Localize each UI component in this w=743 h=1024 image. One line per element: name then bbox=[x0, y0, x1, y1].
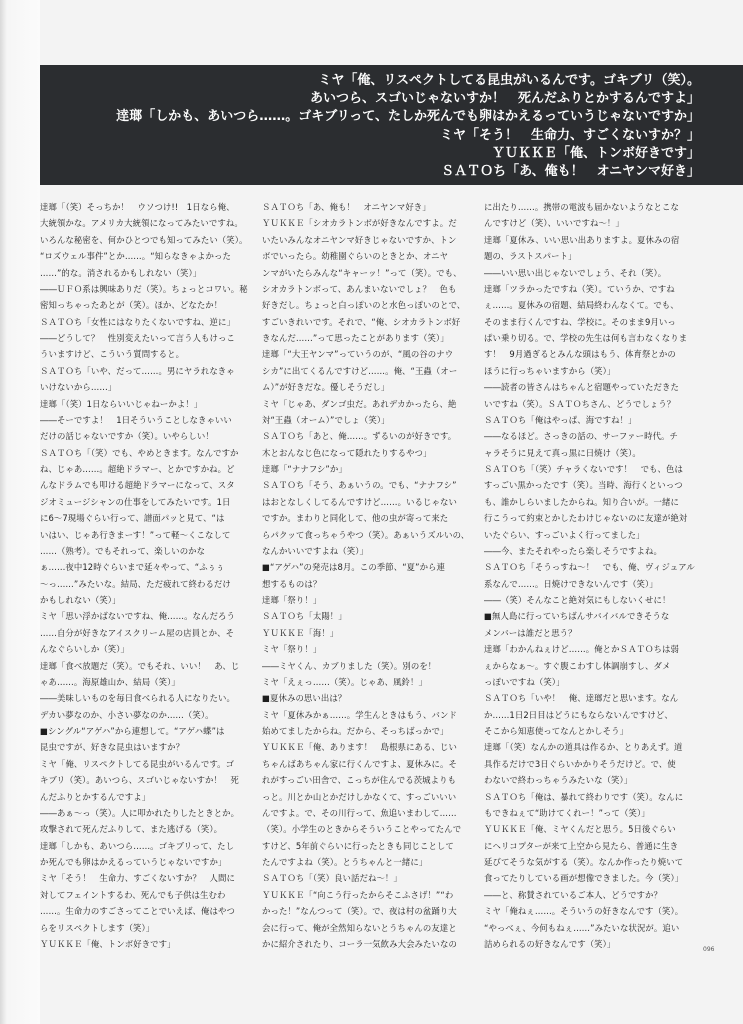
text-line: ミヤ「思い浮かばないですね、俺……。なんだろう bbox=[40, 611, 235, 622]
text-line: 具作るだけで3日ぐらいかかりそうだけど。で、使 bbox=[484, 758, 676, 769]
text-line: らパクッて食っちゃうやつ（笑）。あぁいうズルいの、 bbox=[262, 529, 470, 540]
text-line: ……自分が好きなアイスクリーム屋の店員とか、そ bbox=[40, 627, 235, 638]
column-3 bbox=[484, 199, 695, 952]
page-number: 096 bbox=[703, 946, 715, 953]
text-line: ……”的な。消されるかもしれない（笑）」 bbox=[40, 267, 202, 278]
text-line: かもしれない（笑）」 bbox=[40, 595, 121, 605]
text-line: す！ 9月過ぎるとみんな頭はもう、体育祭とかの bbox=[484, 349, 676, 360]
pull-quote-line: ＳＡＴＯち「あ、俺も！ オニヤンマ好き」 bbox=[441, 164, 700, 180]
text-line: 行こうって約束とかしたわけじゃないのに友達が絶対 bbox=[484, 513, 688, 524]
text-line: ――と、称賛されているご本人、どうですか？ bbox=[484, 889, 662, 900]
text-line: はおとなしくしてるんですけど……。いるじゃない bbox=[262, 496, 457, 507]
text-line: すけど、5年前ぐらいに行ったときも同じことして bbox=[262, 840, 454, 851]
text-line: ＳＡＴＯち「そう、あぁいうの。でも、“ナナフシ” bbox=[262, 480, 457, 491]
text-line: かった！”なんつって（笑）。で、夜は村の盆踊り大 bbox=[262, 906, 457, 917]
text-line: シカ”に出てくるんですけど……。俺、“王蟲（オー bbox=[262, 365, 458, 376]
text-line: ボでいったら。幼稚園ぐらいのときとか、オニヤ bbox=[262, 251, 449, 262]
text-line: ＳＡＴＯち「俺はやっぱ、海ですね！」 bbox=[484, 414, 637, 425]
text-line: 逹瑯「“ナナフシ”か」 bbox=[262, 464, 347, 474]
text-line: 対してフェイントするわ、死んでも子供は生むわ bbox=[40, 889, 226, 900]
text-line: 詰められるの好きなんです（笑）」 bbox=[484, 938, 616, 949]
text-line: ャラそうに見えて真っ黒に日焼け（笑）。 bbox=[484, 447, 641, 458]
pull-quote-line: 逹瑯「しかも、あいつら……。ゴキブリって、たしか死んでも卵はかえるっていうじゃないですか」 bbox=[116, 109, 700, 125]
text-line: すっごい黒かったです（笑）。当時、海行くといっつ bbox=[484, 480, 683, 491]
text-line: に出たり……。携帯の電波も届かないようなとこな bbox=[484, 202, 679, 212]
text-line: にヘリコプターが来て上空から見たら、普通に生き bbox=[484, 840, 679, 851]
text-line: ですか。まわりと同化して、他の虫が寄って来た bbox=[262, 513, 449, 524]
text-line: ンマがいたらみんな“キャーッ！”って（笑）。でも、 bbox=[262, 267, 462, 278]
text-line: なんかいいですよね（笑）」 bbox=[262, 545, 368, 556]
text-line: ――そーですよ！ 1日そういうことしなきゃいい bbox=[40, 414, 232, 425]
text-line: っと。川とか山とかだけしかなくて、すっごいいい bbox=[262, 791, 457, 802]
text-line: ちゃんばあちゃん家に行くんですよ、夏休みに。そ bbox=[262, 758, 457, 769]
text-line: ――なるほど。さっきの話の、サーファー時代。チ bbox=[484, 431, 679, 442]
text-line: に6～7現場ぐらい行って、譜面パッと見て、“は bbox=[40, 513, 225, 524]
text-line: ――美味しいものを毎日食べられる人になりたい。 bbox=[40, 693, 235, 704]
pull-quote-line: ミヤ「俺、リスペクトしてる昆虫がいるんです。ゴキブリ（笑）。 bbox=[318, 73, 700, 88]
text-line: 対“王蟲（オーム）”でしょ（笑）」 bbox=[262, 414, 390, 425]
text-line: んなぐらいしか（笑）」 bbox=[40, 644, 130, 655]
text-line: 逹瑯「（笑）1日ならいいじゃねーかよ！」 bbox=[40, 398, 203, 409]
text-line: ～っ……”みたいな。結局、ただ疲れて終わるだけ bbox=[40, 578, 231, 589]
page-left-margin bbox=[0, 0, 40, 1024]
text-line: れがすっごい田舎で、こっちが住んでる茨城よりも bbox=[262, 775, 457, 786]
text-line: ミヤ「俺、リスペクトしてる昆虫がいるんです。ゴ bbox=[40, 758, 235, 769]
text-line: ■シングル“アゲハ”から連想して。“アゲハ蝶”は bbox=[40, 726, 225, 736]
text-line: 系なんで……。日焼けできないんです（笑）」 bbox=[484, 578, 658, 589]
text-line: いですね（笑）。ＳＡＴＯちさん、どうでしょう？ bbox=[484, 398, 676, 409]
text-line: ミヤ「じゃあ、ダンゴ虫だ。あれデカかったら、絶 bbox=[262, 398, 457, 409]
text-line: そのまま行くんですね、学校に。そのまま9月いっ bbox=[484, 316, 676, 327]
text-line: ――（笑）そんなこと絶対気にもしないくせに！ bbox=[484, 595, 671, 605]
text-line: 想するものは？ bbox=[262, 578, 322, 589]
text-line: （笑）。小学生のときからそういうことやってたんで bbox=[262, 824, 462, 835]
text-line: 逹瑯「“大王ヤンマ”っていうのが、“風の谷のナウ bbox=[262, 349, 454, 360]
text-line: んですけど（笑）、いいですね～！」 bbox=[484, 218, 624, 229]
text-line: 逹瑯「ツラかったですね（笑）。ていうか、ですね bbox=[484, 283, 675, 294]
pull-quote-line: ミヤ「そう！ 生命力、すごくないすか？」 bbox=[439, 127, 700, 143]
text-line: そこから知恵使ってなんとかしそう」 bbox=[484, 726, 629, 736]
text-line: んなドラムでも叩ける超絶ドラマーになって、スタ bbox=[40, 480, 235, 491]
text-line: ミヤ「夏休みかぁ……。学生んときはもう、バンド bbox=[262, 709, 457, 720]
text-line: デカい夢なのか、小さい夢なのか……（笑）。 bbox=[40, 709, 214, 720]
text-line: すごいきれいです。それで、“俺、シオカラトンボ好 bbox=[262, 316, 461, 327]
pull-quote-line: ＹＵＫＫＥ「俺、トンボ好きです」 bbox=[491, 145, 700, 161]
text-line: ――あぁ～っ（笑）。人に叩かれたりしたときとか。 bbox=[40, 807, 240, 818]
text-line: ――どうして？ 性別変えたいって言う人もけっこ bbox=[40, 333, 235, 343]
text-line: 始めてましたからね。だから、そっちばっかで」 bbox=[262, 726, 449, 736]
text-line: ね、じゃあ……。超絶ドラマー、とかですかね。ど bbox=[40, 464, 235, 474]
text-line: キブリ（笑）。あいつら、スゴいじゃないすか！ 死 bbox=[40, 775, 239, 786]
text-line: もできねぇて“助けてくれー！”って（笑）」 bbox=[484, 807, 650, 818]
text-line: ……（熟考）。でもそれって、楽しいのかな bbox=[40, 545, 206, 556]
text-line: シオカラトンボって、あんまいないでしょ？ 色も bbox=[262, 283, 457, 294]
text-line: ジオミュージシャンの仕事をしてみたいです。1日 bbox=[40, 496, 231, 507]
text-line: 逹瑯「しかも、あいつら……。ゴキブリって、たし bbox=[40, 840, 235, 851]
text-line: わないで終わっちゃうみたいな（笑）」 bbox=[484, 775, 633, 786]
text-line: っぽいですね（笑）」 bbox=[484, 676, 565, 687]
text-line: ういますけど、こういう質問すると。 bbox=[40, 349, 185, 360]
text-line: ＹＵＫＫＥ「シオカラトンボが好きなんですよ。だ bbox=[262, 218, 457, 229]
text-line: ぇからなぁ～。すぐ腹こわすし体調崩すし、ダメ bbox=[484, 660, 671, 671]
text-line: ■夏休みの思い出は？ bbox=[262, 693, 347, 704]
text-line: ＹＵＫＫＥ「俺、あります！ 島根県にある、じい bbox=[262, 742, 457, 753]
text-line: も、誰かしらいましたからね。知り合いが。一緒に bbox=[484, 496, 679, 507]
text-line: ＳＡＴＯち「あ、俺も！ オニヤンマ好き」 bbox=[262, 202, 431, 212]
text-line: ミヤ「えぇっ……（笑）。じゃあ、風鈴！」 bbox=[262, 676, 427, 687]
text-line: 逹瑯「わかんねぇけど……。俺とかＳＡＴＯちは弱 bbox=[484, 644, 679, 655]
text-line: 密知っちゃったあとが（笑）。ほか、どなたか！ bbox=[40, 300, 223, 311]
text-line: いはい、じゃあ行きまーす！”って軽～くこなして bbox=[40, 529, 231, 540]
text-line: 題の、ラストスパート」 bbox=[484, 251, 577, 262]
text-line: ＳＡＴＯち「いや！ 俺、逹瑯だと思います。なん bbox=[484, 693, 679, 704]
column-1 bbox=[40, 199, 246, 952]
text-line: 逹瑯「（笑）そっちか！ ウソつけ!! 1日なら俺、 bbox=[40, 202, 235, 212]
pull-quote-band bbox=[40, 65, 743, 185]
column-2 bbox=[262, 199, 468, 952]
text-line: ほうに行っちゃいますから（笑）」 bbox=[484, 365, 616, 376]
text-line: 逹瑯「祭り！」 bbox=[262, 595, 322, 605]
text-line: たんですよね（笑）。とうちゃんと一緒に」 bbox=[262, 857, 428, 867]
text-line: “やっべぇ、今何もねぇ……”みたいな状況が。追い bbox=[484, 922, 680, 933]
text-line: 延びてそうな気がする（笑）。なんか作ったり焼いて bbox=[484, 857, 684, 867]
text-line: ＳＡＴＯち「俺は、暴れて終わりです（笑）。なんに bbox=[484, 791, 684, 802]
text-line: 逹瑯「夏休み、いい思い出ありますよ。夏休みの宿 bbox=[484, 234, 680, 245]
text-line: 木とおんなじ色になって隠れたりするやつ」 bbox=[262, 447, 432, 458]
text-line: メンバーは誰だと思う？ bbox=[484, 627, 577, 638]
text-line: 会に行って、俺が全然知らないとうちゃんの友達と bbox=[262, 922, 457, 933]
text-line: ＹＵＫＫＥ「俺、トンボ好きです」 bbox=[40, 938, 176, 949]
text-line: ――ＵＦＯ系は興味ありだ（笑）。ちょっとコワい。秘 bbox=[40, 283, 248, 294]
text-line: ……。生命力のすごさってことでいえば、俺はやつ bbox=[40, 906, 235, 917]
text-line: ＳＡＴＯち「（笑）良い話だね～！」 bbox=[262, 873, 402, 884]
text-line: ＳＡＴＯち「太陽！」 bbox=[262, 611, 347, 622]
text-line: ■無人島に行っていちばんサバイバルできそうな bbox=[484, 611, 670, 622]
text-line: ＹＵＫＫＥ「“向こう行ったからそこふさげ！”“わ bbox=[262, 889, 454, 900]
text-line: 大統領かな。アメリカ大統領になってみたいですね。 bbox=[40, 218, 243, 229]
text-line: ＹＵＫＫＥ「海！」 bbox=[262, 627, 339, 638]
text-line: いたいみんなオニヤンマ好きじゃないですか、トン bbox=[262, 234, 457, 245]
pull-quote-line: あいつら、スゴいじゃないすか！ 死んだふりとかするんですよ」 bbox=[309, 91, 700, 107]
text-line: ム）”が好きだな。優しそうだし」 bbox=[262, 382, 390, 393]
text-line: ＳＡＴＯち「（笑）チャラくないです！ でも、色は bbox=[484, 464, 683, 474]
text-line: きなんだ……”って思ったことがあります（笑）」 bbox=[262, 333, 449, 343]
text-line: ミヤ「俺ねぇ……。そういうの好きなんです（笑）。 bbox=[484, 906, 684, 917]
text-line: か死んでも卵はかえるっていうじゃないですか」 bbox=[40, 857, 227, 867]
text-line: いけないから……」 bbox=[40, 382, 117, 393]
text-line: ゃあ……。海原雄山か、結局（笑）」 bbox=[40, 676, 180, 687]
text-line: ぱい乗り切る。で、学校の先生は何も言わなくなりま bbox=[484, 333, 688, 343]
text-line: ミヤ「そう！ 生命力、すごくないすか？ 人間に bbox=[40, 873, 235, 884]
text-line: らをリスペクトします（笑）」 bbox=[40, 922, 155, 933]
text-line: いたぐらい、すっごいよく行ってました」 bbox=[484, 529, 645, 540]
text-line: 好きだし。ちょっと白っぽいのと水色っぽいのとで、 bbox=[262, 300, 466, 311]
text-line: ――いい思い出じゃないでしょう、それ（笑）。 bbox=[484, 267, 667, 278]
text-line: ＳＡＴＯち「女性にはなりたくないですね、逆に」 bbox=[40, 316, 235, 327]
text-line: ■“アゲハ”の発売は8月。この季節、“夏”から連 bbox=[262, 562, 445, 573]
text-line: 食ってたりしている画が想像できました。今（笑）」 bbox=[484, 873, 684, 884]
text-line: んですよ。で、その川行って、魚追いまわして…… bbox=[262, 807, 457, 818]
text-line: ＳＡＴＯち「（笑）でも、やめときます。なんですか bbox=[40, 447, 239, 458]
text-line: ＳＡＴＯち「あと、俺……。ずるいのが好きです。 bbox=[262, 431, 457, 442]
text-line: かに紹介されたり、コーラ一気飲み大会みたいなの bbox=[262, 938, 457, 949]
text-line: か……1日2日目はどうにもならないんですけど、 bbox=[484, 709, 673, 720]
text-line: ぁ……夜中12時ぐらいまで延々やって、“ふぅぅ bbox=[40, 562, 225, 573]
text-line: だけの話じゃないですか（笑）。いやらしい！ bbox=[40, 431, 214, 442]
text-line: ＳＡＴＯち「いや、だって……。男にヤラれなきゃ bbox=[40, 365, 235, 376]
text-line: ――ミヤくん、カブりました（笑）。別のを！ bbox=[262, 660, 437, 671]
text-line: 攻撃されて死んだふりして、また逃げる（笑）。 bbox=[40, 824, 223, 835]
text-line: 逹瑯「食べ放題だ（笑）。でもそれ、いい！ あ、じ bbox=[40, 660, 240, 671]
text-line: ――今、またそれやったら楽しそうですよね。 bbox=[484, 545, 662, 556]
text-line: ――読者の皆さんはちゃんと宿題やっていただきた bbox=[484, 382, 679, 393]
text-line: “ロズウェル事件”とか……。“知らなきゃよかった bbox=[40, 251, 231, 262]
text-line: 逹瑯「（笑）なんかの道具は作るか、とりあえず。道 bbox=[484, 742, 683, 753]
text-line: ミヤ「祭り！」 bbox=[262, 644, 322, 655]
text-line: ＹＵＫＫＥ「俺、ミヤくんだと思う。5日後ぐらい bbox=[484, 824, 676, 835]
text-line: ＳＡＴＯち「そうっすね～！ でも、俺、ヴィジュアル bbox=[484, 562, 695, 573]
text-line: ぇ……。夏休みの宿題、結局終わんなくて。でも、 bbox=[484, 300, 679, 311]
text-line: 昆虫ですが、好きな昆虫はいますか？ bbox=[40, 742, 185, 753]
text-line: んだふりとかするんですよ」 bbox=[40, 791, 151, 802]
text-line: いろんな秘密を、何かひとつでも知ってみたい（笑）。 bbox=[40, 234, 248, 245]
